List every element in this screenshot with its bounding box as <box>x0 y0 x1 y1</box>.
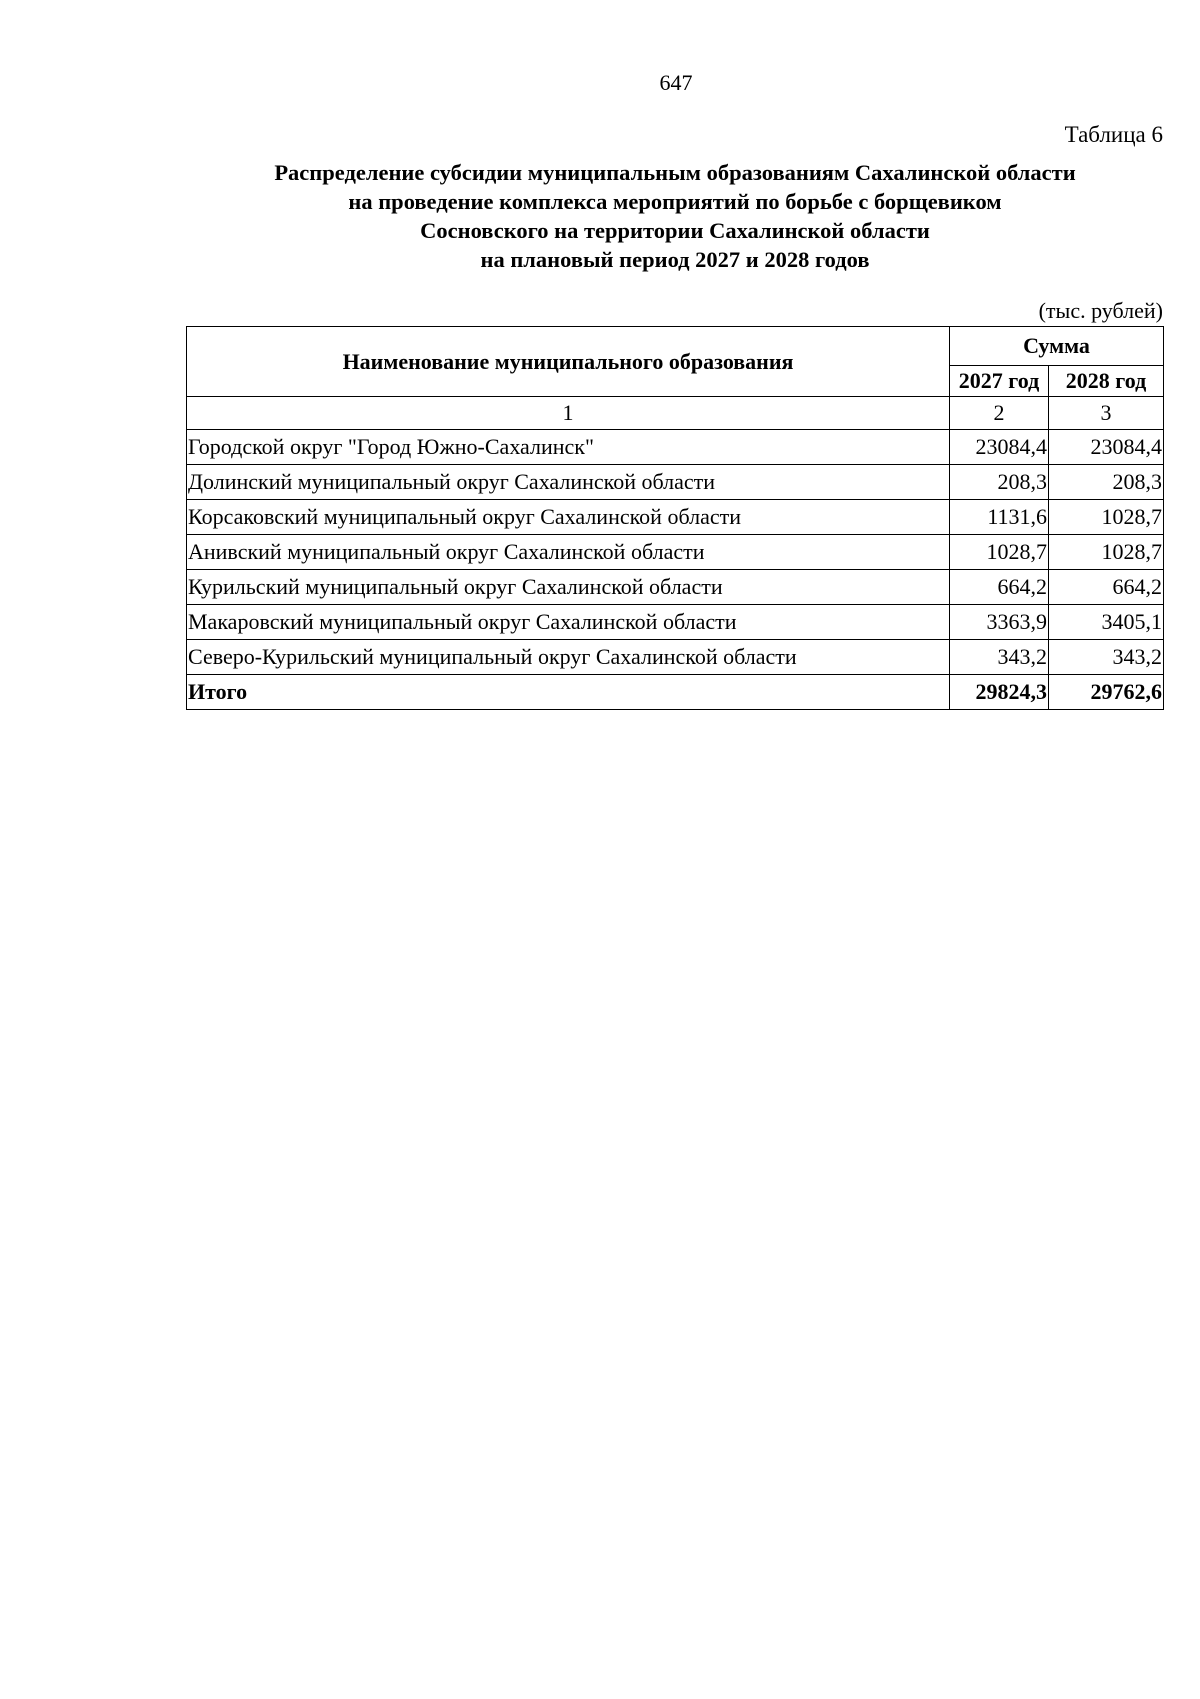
total-2027: 29824,3 <box>950 675 1049 710</box>
municipality-name: Корсаковский муниципальный округ Сахалинской области <box>187 500 950 535</box>
municipality-name: Долинский муниципальный округ Сахалинской области <box>187 465 950 500</box>
column-numbers-row <box>187 397 1164 430</box>
table-row <box>187 535 1164 570</box>
amount-2028: 1028,7 <box>1049 535 1164 570</box>
title-line-3: Сосновского на территории Сахалинской области <box>420 218 930 243</box>
table-label: Таблица 6 <box>1064 122 1163 147</box>
municipality-name: Анивский муниципальный округ Сахалинской области <box>187 535 950 570</box>
amount-2027: 3363,9 <box>950 605 1049 640</box>
table-row <box>187 465 1164 500</box>
header-year-2027: 2027 год <box>950 366 1049 397</box>
table-row <box>187 640 1164 675</box>
column-number: 3 <box>1049 397 1164 430</box>
amount-2027: 664,2 <box>950 570 1049 605</box>
title-line-1: Распределение субсидии муниципальным образованиям Сахалинской области <box>274 160 1076 185</box>
amount-2028: 1028,7 <box>1049 500 1164 535</box>
municipality-name: Северо-Курильский муниципальный округ Сахалинской области <box>187 640 950 675</box>
column-number: 2 <box>950 397 1049 430</box>
title-line-4: на плановый период 2027 и 2028 годов <box>480 247 870 272</box>
header-name: Наименование муниципального образования <box>187 327 950 397</box>
header-sum: Сумма <box>950 327 1164 366</box>
title-line-2: на проведение комплекса мероприятий по борьбе с борщевиком <box>348 189 1002 214</box>
total-label: Итого <box>187 675 950 710</box>
amount-2028: 208,3 <box>1049 465 1164 500</box>
amount-2028: 3405,1 <box>1049 605 1164 640</box>
amount-2027: 23084,4 <box>950 430 1049 465</box>
subsidy-table <box>186 326 1164 710</box>
amount-2027: 208,3 <box>950 465 1049 500</box>
amount-2027: 1131,6 <box>950 500 1049 535</box>
total-2028: 29762,6 <box>1049 675 1164 710</box>
units-label: (тыс. рублей) <box>1038 298 1163 323</box>
municipality-name: Макаровский муниципальный округ Сахалинской области <box>187 605 950 640</box>
table-row <box>187 570 1164 605</box>
table-row <box>187 430 1164 465</box>
page-number: 647 <box>659 70 693 95</box>
municipality-name: Городской округ "Город Южно-Сахалинск" <box>187 430 950 465</box>
column-number: 1 <box>187 397 950 430</box>
amount-2028: 343,2 <box>1049 640 1164 675</box>
amount-2027: 1028,7 <box>950 535 1049 570</box>
header-year-2028: 2028 год <box>1049 366 1164 397</box>
table-row <box>187 500 1164 535</box>
table-row <box>187 605 1164 640</box>
municipality-name: Курильский муниципальный округ Сахалинской области <box>187 570 950 605</box>
amount-2027: 343,2 <box>950 640 1049 675</box>
document-title <box>180 158 1170 274</box>
amount-2028: 23084,4 <box>1049 430 1164 465</box>
amount-2028: 664,2 <box>1049 570 1164 605</box>
total-row <box>187 675 1164 710</box>
